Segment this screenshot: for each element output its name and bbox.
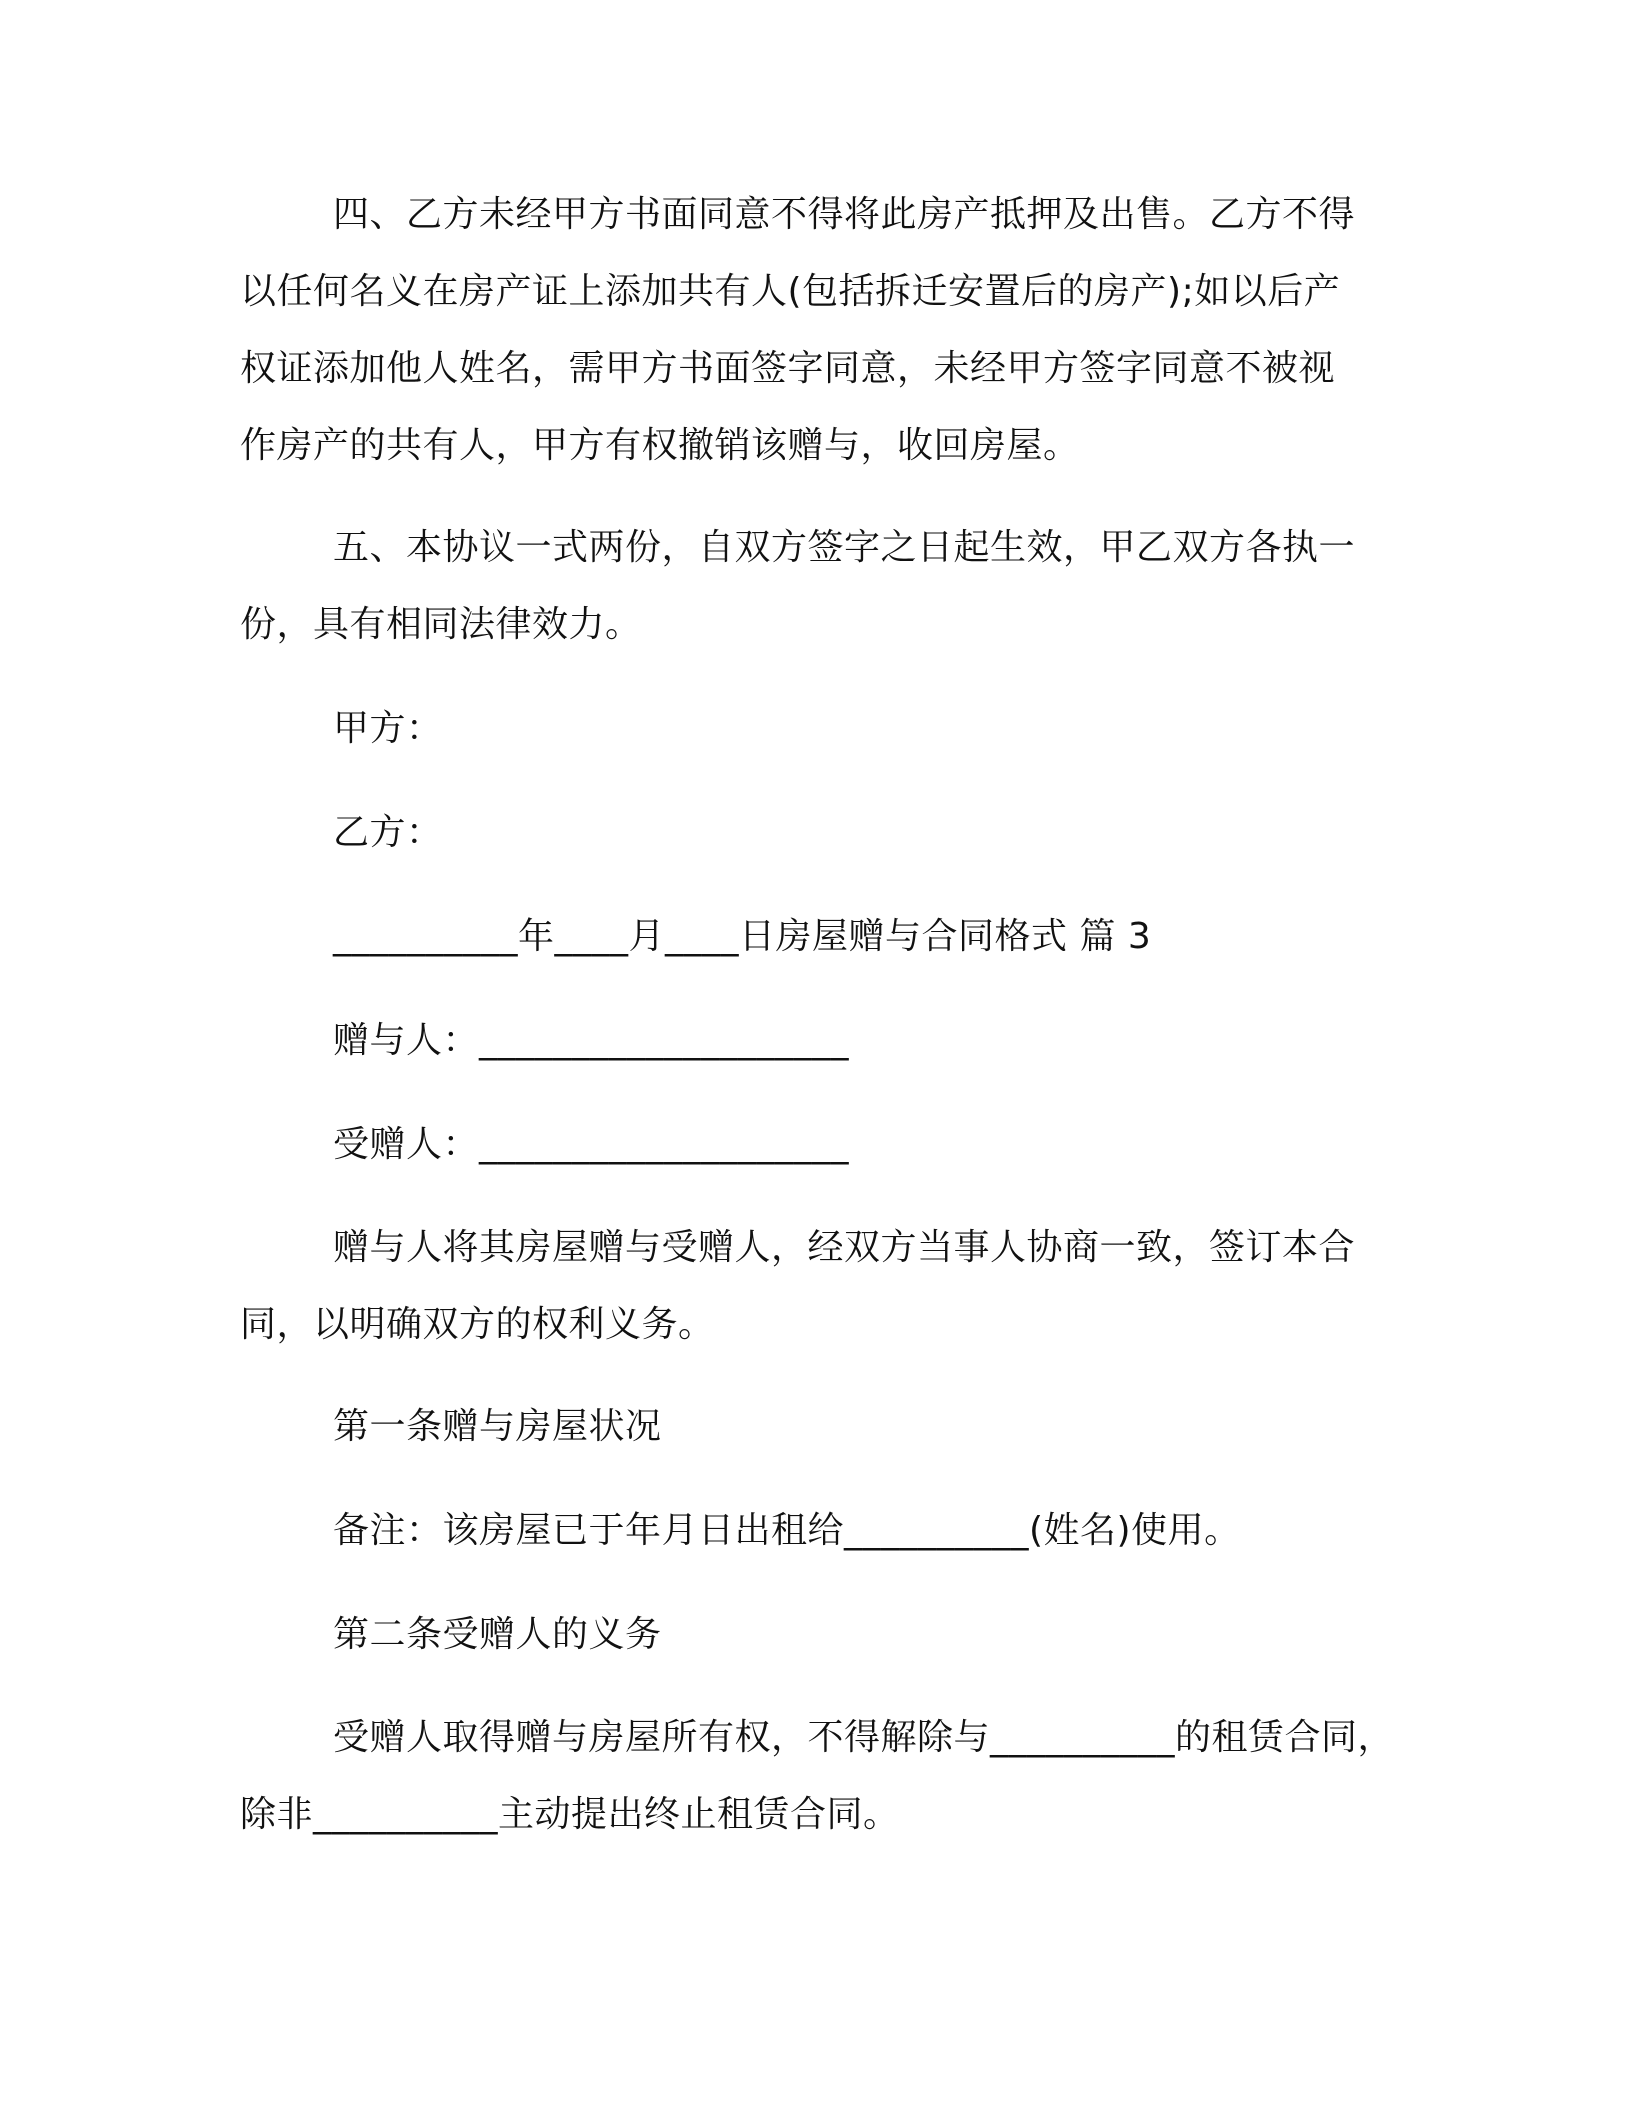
intro-line-1: 赠与人将其房屋赠与受赠人，经双方当事人协商一致，签订本合 (333, 1227, 1356, 1268)
note-line: 备注：该房屋已于年月日出租给__________(姓名)使用。 (333, 1510, 1241, 1551)
article-2-line-1: 受赠人取得赠与房屋所有权，不得解除与__________的租赁合同， (333, 1717, 1395, 1758)
article-2-line-2: 除非__________主动提出终止租赁合同。 (240, 1794, 900, 1835)
party-a-label: 甲方： (333, 708, 443, 749)
paragraph-4-line-2: 以任何名义在房产证上添加共有人(包括拆迁安置后的房产);如以后产 (240, 271, 1341, 312)
article-2-title: 第二条受赠人的义务 (333, 1614, 662, 1655)
donee-line: 受赠人：____________________ (333, 1124, 850, 1165)
intro-line-2: 同，以明确双方的权利义务。 (240, 1304, 715, 1345)
article-1-title: 第一条赠与房屋状况 (333, 1406, 662, 1447)
party-b-label: 乙方： (333, 812, 443, 853)
paragraph-4-line-4: 作房产的共有人，甲方有权撤销该赠与，收回房屋。 (240, 425, 1080, 466)
paragraph-5-line-2: 份，具有相同法律效力。 (240, 604, 642, 645)
donor-line: 赠与人：____________________ (333, 1020, 850, 1061)
paragraph-4-line-3: 权证添加他人姓名，需甲方书面签字同意，未经甲方签字同意不被视 (240, 348, 1336, 389)
paragraph-4-line-1: 四、乙方未经甲方书面同意不得将此房产抵押及出售。乙方不得 (333, 194, 1356, 235)
paragraph-5-line-1: 五、本协议一式两份，自双方签字之日起生效，甲乙双方各执一 (333, 527, 1356, 568)
date-and-title-line: __________年____月____日房屋赠与合同格式 篇 3 (333, 916, 1152, 957)
